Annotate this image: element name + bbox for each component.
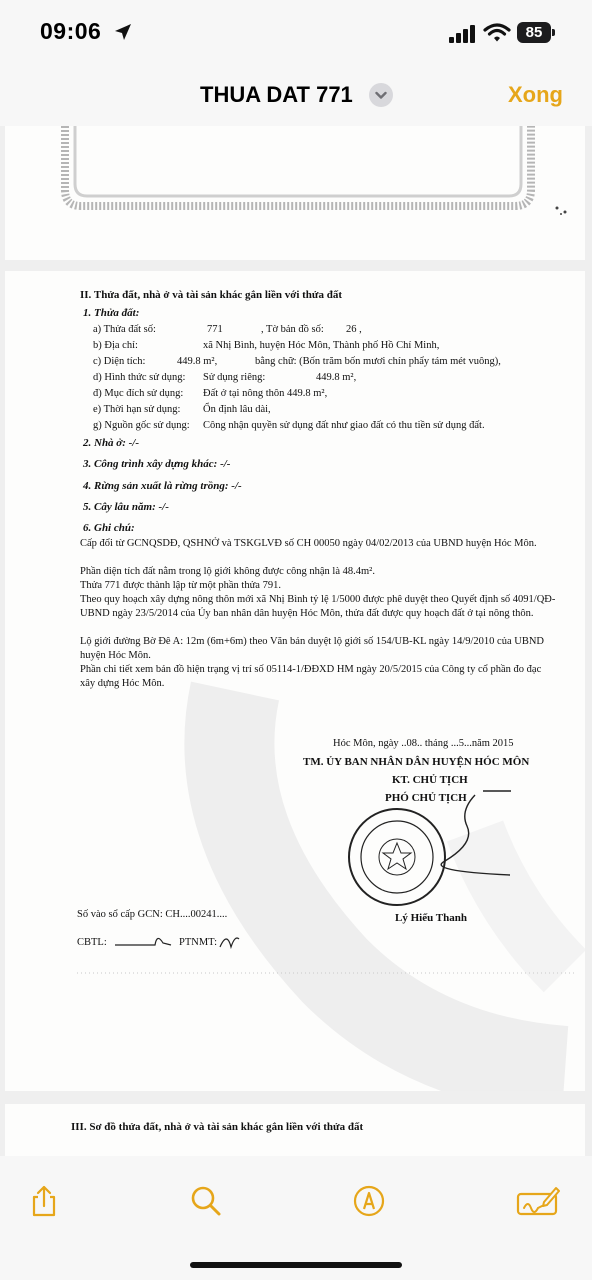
label-usage-origin: g) Nguồn gốc sử dụng: — [93, 420, 190, 431]
section-3-title: III. Sơ đồ thửa đất, nhà ở và tài sản khác gắn liền với thửa đất — [71, 1121, 364, 1133]
previous-page — [5, 126, 585, 260]
heading-house: 2. Nhà ở: -/- — [83, 437, 140, 449]
label-parcel-no: a) Thửa đất số: — [93, 324, 156, 335]
heading-other-works: 3. Công trình xây dựng khác: -/- — [83, 458, 231, 470]
done-button[interactable]: Xong — [508, 82, 563, 107]
note-road-boundary: Lộ giới đường Bờ Đê A: 12m (6m+6m) theo Văn bản duyệt lộ giới số 154/UB-KL ngày 14/9/2010 của UBND huyện Hóc Môn. — [80, 636, 544, 661]
nav-bar — [0, 66, 592, 126]
label-address: b) Địa chỉ: — [93, 340, 138, 351]
status-bar — [0, 0, 592, 66]
next-page — [5, 1104, 585, 1156]
home-indicator — [190, 1262, 402, 1268]
wifi-icon — [483, 23, 511, 43]
label-usage-purpose: đ) Mục đích sử dụng: — [93, 388, 184, 399]
note-road-area: Phần diện tích đất nằm trong lộ giới không được công nhận là 48.4m². — [80, 566, 375, 577]
label-map-sheet: , Tờ bản đồ số: — [261, 324, 324, 335]
heading-forest: 4. Rừng sản xuất là rừng trồng: -/- — [83, 480, 242, 492]
value-usage-term: Ổn định lâu dài, — [203, 404, 271, 415]
value-usage-area: 449.8 m², — [316, 372, 357, 383]
heading-notes: 6. Ghi chú: — [83, 522, 135, 534]
battery-tip — [552, 29, 555, 36]
title-menu-button[interactable] — [369, 83, 393, 107]
value-area-words: bằng chữ: (Bốn trăm bốn mươi chín phẩy tám mét vuông), — [255, 356, 501, 367]
value-usage-origin: Công nhận quyền sử dụng đất như giao đất có thu tiền sử dụng đất. — [203, 420, 485, 431]
signatory-title: PHÓ CHỦ TỊCH — [385, 792, 467, 804]
label-usage-form: d) Hình thức sử dụng: — [93, 372, 186, 383]
signatory-org: TM. ỦY BAN NHÂN DÂN HUYỆN HÓC MÔN — [303, 756, 530, 768]
label-usage-term: e) Thời hạn sử dụng: — [93, 404, 181, 415]
battery-icon: 85 — [517, 22, 551, 43]
value-address: xã Nhị Bình, huyện Hóc Môn, Thành phố Hồ Chí Minh, — [203, 340, 440, 351]
value-area: 449.8 m², — [177, 356, 218, 367]
cellular-signal-icon — [449, 24, 477, 44]
section-2-title: II. Thửa đất, nhà ở và tài sản khác gắn liền với thửa đất — [80, 289, 343, 301]
search-icon[interactable] — [189, 1184, 223, 1218]
official-seal-icon — [5, 271, 585, 1091]
signer-name: Lý Hiếu Thanh — [395, 912, 467, 924]
value-usage-purpose: Đất ở tại nông thôn 449.8 m², — [203, 388, 328, 399]
note-survey-map: Phần chi tiết xem bản đồ hiện trạng vị trí số 05114-1/ĐĐXD HM ngày 20/5/2015 của Công ty cổ phần đo đạc xây dựng Hóc Môn. — [80, 664, 542, 689]
cbtl-label: CBTL: — [77, 937, 107, 948]
certificate-page-2 — [5, 271, 585, 1091]
markup-icon[interactable] — [352, 1184, 386, 1218]
value-usage-form: Sử dụng riêng: — [203, 372, 266, 383]
note-reissue: Cấp đổi từ GCNQSDĐ, QSHNỞ và TSKGLVĐ số CH 00050 ngày 04/02/2013 của UBND huyện Hóc Môn. — [80, 538, 537, 549]
share-icon[interactable] — [27, 1184, 61, 1218]
value-map-sheet: 26 , — [346, 324, 362, 335]
ptnmt-label: PTNMT: — [179, 937, 217, 948]
label-area: c) Diện tích: — [93, 356, 146, 367]
signature-icon[interactable] — [516, 1184, 560, 1218]
location-arrow-icon — [113, 22, 133, 42]
heading-perennial: 5. Cây lâu năm: -/- — [83, 501, 169, 513]
note-parcel-origin: Thửa 771 được thành lập từ một phần thửa 791. — [80, 580, 281, 591]
document-title[interactable]: THUA DAT 771 — [200, 82, 353, 107]
document-viewer[interactable] — [0, 126, 592, 1156]
signatory-role: KT. CHỦ TỊCH — [392, 774, 468, 786]
status-time: 09:06 — [40, 18, 102, 44]
chevron-down-icon — [369, 83, 393, 107]
decorative-border — [5, 126, 585, 260]
heading-parcel: 1. Thửa đất: — [83, 307, 140, 319]
note-planning: Theo quy hoạch xây dựng nông thôn mới xã Nhị Bình tỷ lệ 1/5000 được phê duyệt theo Quyết định số 4091/QĐ-UBND ngày 23/5/2014 của Ủy ban nhân dân huyện Hóc Môn, thửa đất được quy hoạch đất ở tại nông thôn. — [80, 594, 556, 619]
registry-number: Số vào sổ cấp GCN: CH....00241.... — [77, 909, 228, 920]
issue-date: Hóc Môn, ngày ..08.. tháng ...5...năm 2015 — [333, 738, 514, 749]
value-parcel-no: 771 — [207, 324, 223, 335]
